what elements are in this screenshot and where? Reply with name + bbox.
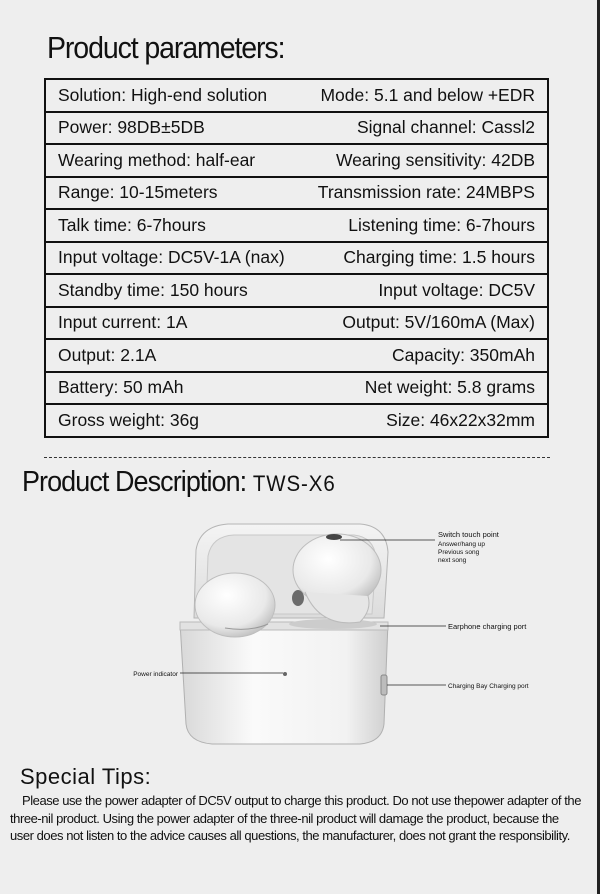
divider bbox=[44, 457, 550, 458]
parameter-right: Charging time: 1.5 hours bbox=[343, 247, 535, 268]
earphone-port-label: Earphone charging port bbox=[448, 622, 527, 631]
parameter-left: Input voltage: DC5V-1A (nax) bbox=[58, 247, 285, 268]
parameter-left: Output: 2.1A bbox=[58, 344, 157, 365]
parameter-right: Net weight: 5.8 grams bbox=[364, 377, 535, 398]
parameter-right: Output: 5V/160mA (Max) bbox=[342, 312, 535, 333]
parameter-left: Wearing method: half-ear bbox=[58, 149, 256, 170]
parameter-right: Listening time: 6-7hours bbox=[348, 214, 535, 235]
parameter-left: Power: 98DB±5DB bbox=[58, 117, 205, 138]
tips-heading: Special Tips: bbox=[20, 764, 152, 789]
parameter-row bbox=[46, 210, 549, 243]
parameter-row bbox=[46, 145, 549, 178]
parameter-right: Wearing sensitivity: 42DB bbox=[335, 149, 535, 170]
tips-text: Please use the power adapter of DC5V output to charge this product. Do not use thepower adapter of the three-nil product. Using the power adapter of the three-nil product will damage the product, because the user does not listen to the advice causes all questions, the manufacturer, does not grant the responsibility. bbox=[10, 793, 581, 843]
parameter-right: Transmission rate: 24MBPS bbox=[317, 182, 535, 203]
parameter-row bbox=[46, 243, 549, 276]
parameter-row bbox=[46, 308, 549, 341]
switch-touch-label: Switch touch point bbox=[438, 530, 499, 539]
bay-port-label: Charging Bay Charging port bbox=[448, 683, 529, 690]
parameter-left: Input current: 1A bbox=[58, 312, 188, 333]
parameter-row bbox=[46, 80, 549, 113]
description-heading bbox=[22, 466, 336, 499]
parameter-right: Signal channel: Cassl2 bbox=[356, 117, 535, 138]
parameter-left: Range: 10-15meters bbox=[58, 182, 218, 203]
parameter-left: Battery: 50 mAh bbox=[58, 377, 184, 398]
parameter-row bbox=[46, 178, 549, 211]
parameter-left: Talk time: 6-7hours bbox=[58, 214, 206, 235]
parameter-right: Input voltage: DC5V bbox=[378, 279, 535, 300]
parameter-left: Solution: High-end solution bbox=[58, 84, 268, 105]
parameter-right: Capacity: 350mAh bbox=[392, 344, 535, 365]
power-indicator-label: Power indicator bbox=[133, 671, 178, 678]
parameter-row bbox=[46, 275, 549, 308]
switch-touch-line: Answer/hang up bbox=[438, 541, 485, 548]
product-image bbox=[0, 510, 600, 760]
page-title: Product parameters: bbox=[47, 30, 285, 65]
parameter-left: Standby time: 150 hours bbox=[58, 279, 248, 300]
model-name: TWS-X6 bbox=[252, 471, 336, 496]
parameter-right: Size: 46x22x32mm bbox=[386, 409, 535, 430]
parameter-row bbox=[46, 113, 549, 146]
parameter-right: Mode: 5.1 and below +EDR bbox=[320, 84, 535, 105]
parameter-row bbox=[46, 373, 549, 406]
parameter-row bbox=[46, 340, 549, 373]
parameter-row bbox=[46, 405, 549, 438]
switch-touch-line: next song bbox=[438, 557, 467, 564]
switch-touch-line: Previous song bbox=[438, 549, 480, 556]
parameter-left: Gross weight: 36g bbox=[58, 409, 200, 430]
parameters-table bbox=[44, 78, 549, 438]
description-title: Product Description: bbox=[22, 466, 247, 498]
